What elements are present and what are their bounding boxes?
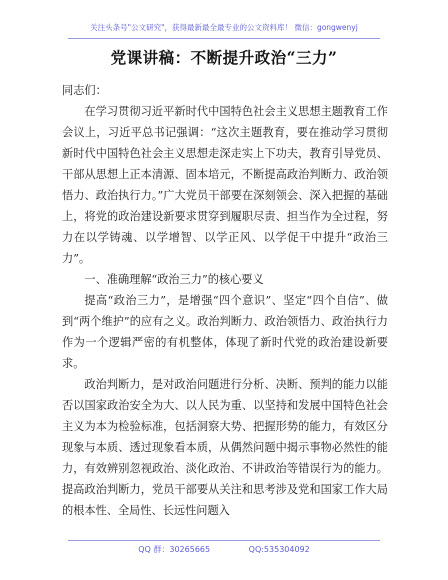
paragraph-core-meaning: 提高“政治三力”，是增强“四个意识”、坚定“四个自信”、做到“两个维护”的应有之义。政治判断力、政治领悟力、政治执行力作为一个逻辑严密的有机整体，体现了新时代党的政治建设新要求。 (62, 294, 388, 370)
qq-group-text: QQ 群：30265665 (138, 545, 211, 554)
salutation: 同志们： (62, 84, 107, 97)
header-divider (68, 38, 380, 39)
document-body (62, 80, 388, 521)
page-header: 关注头条号"公文研究"，获得最新最全最专业的公文资料库！ 微信：gongwenyj (90, 23, 358, 32)
section-heading: 一、准确理解“政治三力”的核心要义 (84, 273, 264, 286)
page-footer (0, 544, 448, 555)
paragraph-political-judgment: 政治判断力，是对政治问题进行分析、决断、预判的能力以能否以国家政治安全为大、以人民为重、以坚持和发展中国特色社会主义为本为检验标准，包括洞察大势、把握形势的能力，有效区分现象与本质、透过现象看本质，从偶然问题中揭示事物必然性的能力，有效辨别忽视政治、淡化政治、不讲政治等错误行为的能力。提高政治判断力，党员干部要从关注和思考涉及党和国家工作大局的根本性、全局性、长远性问题入 (62, 378, 388, 517)
qq-contact-text: QQ:535304092 (248, 545, 310, 554)
footer-divider (68, 540, 380, 541)
document-title: 党课讲稿：不断提升政治“三力” (110, 48, 338, 67)
paragraph-intro: 在学习贯彻习近平新时代中国特色社会主义思想主题教育工作会议上，习近平总书记强调：“这次主题教育，要在推动学习贯彻新时代中国特色社会主义思想走深走实上下功夫，教育引导党员、干部从思想上正本清源、固本培元，不断提高政治判断力、政治领悟力、政治执行力。”广大党员干部要在深刻领会、深入把握的基础上，将党的政治建设新要求贯穿到履职尽责、担当作为全过程，努力在以学铸魂、以学增智、以学正风、以学促干中提升“政治三力”。 (62, 105, 388, 265)
